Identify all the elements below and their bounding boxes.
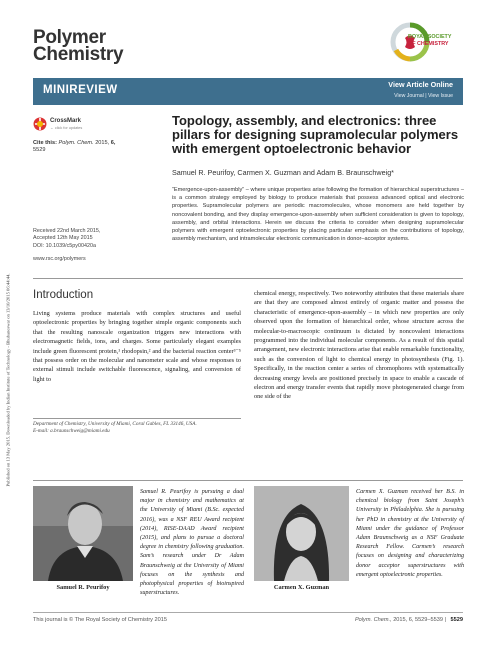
footer-journal: Polym. Chem., [354,617,392,623]
cite-pages: 5529 [33,147,46,153]
affiliation-block [33,421,241,435]
footer-pages: 2015, 6, 5529–5539 [393,617,443,623]
citation-block [33,140,128,154]
intro-left-column: Living systems produce materials with complex structures and useful optoelectronic properties by bringing together simple organic components such that the resulting nanoscale organization triggers new interactions with electromagnetic fields, ions, and charges. Some particularly elegant examples include green fluorescent protein,¹ rhodopsin,² and the bacterial reaction center³⁻⁵ that possess order on the molecular and nanometer scale and whose responses to external stimuli include switchable fluorescence, signaling, and conversion of light to [33,310,241,383]
article-type-banner [33,78,463,105]
cite-journal: Polym. Chem. [58,140,94,146]
footer-separator: | [444,617,446,623]
crossmark-label: CrossMark [50,118,82,124]
crossmark-icon [33,116,47,132]
author-bio-guzman: Carmen X. Guzman received her B.S. in chemical biology from Saint Joseph’s University in Philadelphia. She is pursuing her PhD in chemistry at the University of Miami under the guidance of Professor Adam Braunschweig as a NSF Graduate Research Fellow. Carmen’s research focuses on designing and characterizing donor acceptor superstructures with emergent optoelectronic properties. [356,489,464,578]
doi[interactable]: DOI: 10.1039/c5py00420a [33,243,96,249]
author-bio-peurifoy: Samuel R. Peurifoy is pursuing a dual major in chemistry and mathematics at the University of Miami (B.Sc. expected 2016), was a NSF REU Award recipient (2014), RISE-DAAD Award recipient (2015), and plans to pursue a doctoral degree in chemistry following graduation. Sam’s research under Dr Adam Braunschweig at the University of Miami focuses on the synthesis and photophysical properties of bioinspired superstructures. [140,489,244,597]
footer-copyright: This journal is © The Royal Society of Chemistry 2015 [33,617,167,623]
journal-website-link[interactable]: www.rsc.org/polymers [33,256,86,262]
publisher-name [408,34,451,47]
accepted-date: Accepted 12th May 2015 [33,235,93,241]
footer-divider [33,612,463,613]
crossmark-sub: ← click for updates [50,126,83,130]
received-date: Received 22nd March 2015, [33,228,101,234]
author-photo-guzman [254,486,349,581]
cite-year: 2015, [95,140,110,146]
section-heading-introduction: Introduction [33,289,94,301]
footer-citation [355,617,463,623]
affiliation-department: Department of Chemistry, University of Miami, Coral Gables, FL 33146, USA. [33,421,197,427]
journal-title-line1: Polymer [33,27,106,48]
view-journal-issue-links[interactable]: View Journal | View Issue [394,93,453,99]
affiliation-divider [33,418,241,419]
bio-divider [33,480,463,481]
publisher-line2: OF CHEMISTRY [408,40,449,47]
article-abstract: “Emergence-upon-assembly” – where unique properties arise following the formation of hierarchical superstructures – is a common strategy employed by biology to produce materials that possess advanced optical and electronic properties. Supramolecular polymers are periodic macromolecules, whose monomers are held together by noncovalent bonding, and they display emergence-upon-assembly when sufficient consideration is given to topology, assembly, and orbital interactions. Herein we discuss the criteria to consider when designing supramolecular polymers with emergent optoelectronic properties by placing particular emphasis on the contributions of topology, assembly mechanism, and intramolecular electronic communication in donor–acceptor systems. [172,187,464,243]
author-name-peurifoy: Samuel R. Peurifoy [56,584,110,591]
side-note-text: Published on 13 May 2015. Downloaded by Indian Institute of Technology - Bhubaneswar on 13/10/2015 06:44:44. [5,273,11,487]
publisher-line1: ROYAL SOCIETY [408,34,452,40]
article-dates [33,228,133,263]
abstract-divider [33,278,463,279]
cite-volume: 6, [110,140,116,146]
journal-title [33,29,123,63]
cite-label: Cite this: [33,140,57,146]
page-number: 5529 [450,617,463,623]
intro-right-column: chemical energy, respectively. Two noteworthy attributes that these materials share are that they are composed almost entirely of organic matter and possess the characteristic of emergence-upon-assembly – in which new properties are only observed upon the formation of hierarchical order, whose structure across the molecular-to-macroscopic continuum is dictated by noncovalent interactions programmed into the individual molecular components. As a result of this spatial arrangement, new electronic interactions arise that enable remarkable functionality, such as the conversion of light to chemical energy in photosynthesis (Fig. 1). Specifically, in the reaction center a series of chromophores with systematically decreasing energy levels are positioned precisely in space to enable a cascade of electron and energy transfer events that rapidly move photogenerated charge from one side of the [254,290,464,401]
view-article-online-link[interactable]: View Article Online [388,80,453,89]
affiliation-email[interactable]: E-mail: a.braunschweig@miami.edu [33,428,110,434]
crossmark-badge[interactable] [33,115,103,133]
author-name-guzman: Carmen X. Guzman [273,584,330,591]
article-authors: Samuel R. Peurifoy, Carmen X. Guzman and Adam B. Braunschweig* [172,168,394,177]
download-side-note [0,0,16,650]
article-type-label: MINIREVIEW [43,84,118,96]
journal-title-line2: Chemistry [33,44,124,65]
author-photo-peurifoy [33,486,133,581]
article-title: Topology, assembly, and electronics: three pillars for designing supramolecular polymers with emergent optoelectronic behavior [172,113,459,156]
